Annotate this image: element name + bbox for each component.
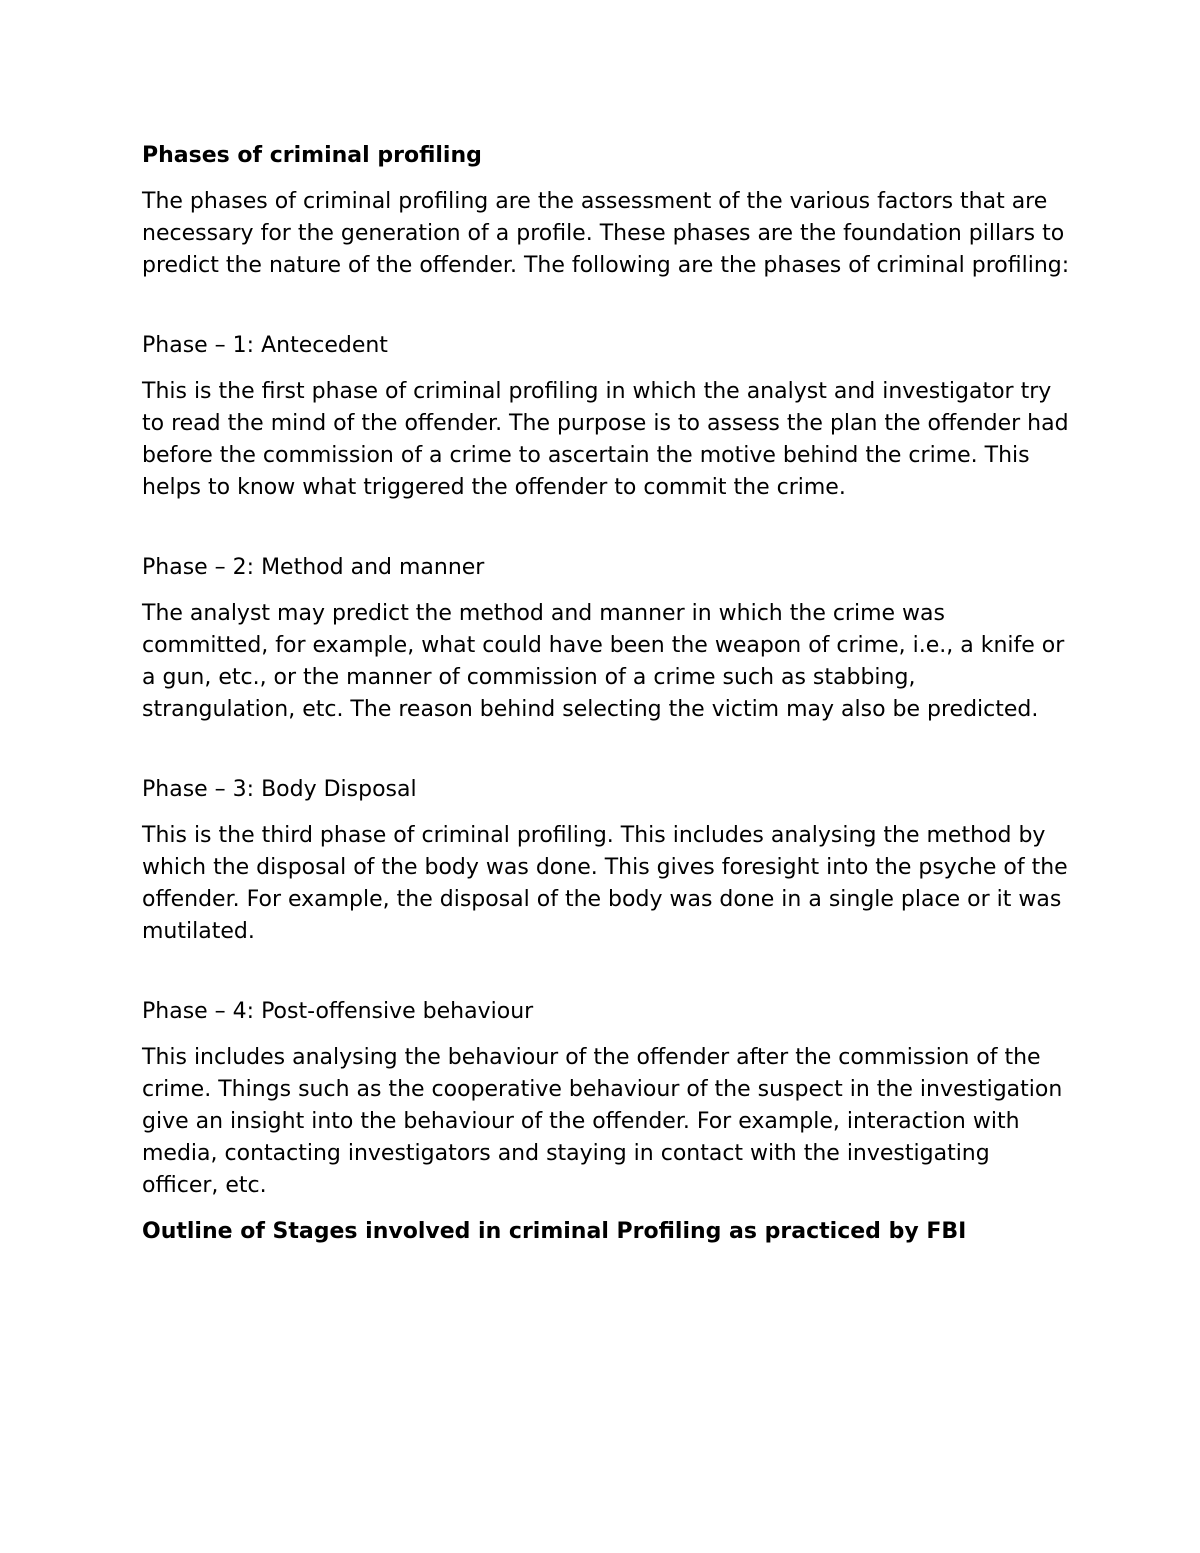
phase-section-4 [142,996,1072,1202]
phase-title: Phase – 2: Method and manner [142,555,485,580]
document-title: Phases of criminal profiling [142,143,482,168]
phase-body: This is the third phase of criminal profiling. This includes analysing the method by which the disposal of the body was done. This gives foresight into the psyche of the offender. For example, the disposal of the body was done in a single place or it was mutilated. [142,823,1068,944]
phase-title: Phase – 4: Post-offensive behaviour [142,999,534,1024]
phase-body: This includes analysing the behaviour of the offender after the commission of the crime. Things such as the cooperative behaviour of the suspect in the investigation give an insight into the behaviour of the offender. For example, interaction with media, contacting investigators and staying in contact with the investigating officer, etc. [142,1045,1063,1198]
intro-paragraph: The phases of criminal profiling are the assessment of the various factors that are necessary for the generation of a profile. These phases are the foundation pillars to predict the nature of the offender. The following are the phases of criminal profiling: [142,189,1070,278]
outline-heading: Outline of Stages involved in criminal Profiling as practiced by FBI [142,1219,967,1244]
phase-title: Phase – 3: Body Disposal [142,777,417,802]
phase-section-2 [142,552,1072,726]
phase-title: Phase – 1: Antecedent [142,333,388,358]
phase-section-1 [142,330,1072,504]
document-page [142,140,1072,1248]
phase-body: This is the first phase of criminal profiling in which the analyst and investigator try to read the mind of the offender. The purpose is to assess the plan the offender had before the commission of a crime to ascertain the motive behind the crime. This helps to know what triggered the offender to commit the crime. [142,379,1069,500]
phase-section-3 [142,774,1072,948]
phase-body: The analyst may predict the method and manner in which the crime was committed, for example, what could have been the weapon of crime, i.e., a knife or a gun, etc., or the manner of commission of a crime such as stabbing, strangulation, etc. The reason behind selecting the victim may also be predicted. [142,601,1065,722]
